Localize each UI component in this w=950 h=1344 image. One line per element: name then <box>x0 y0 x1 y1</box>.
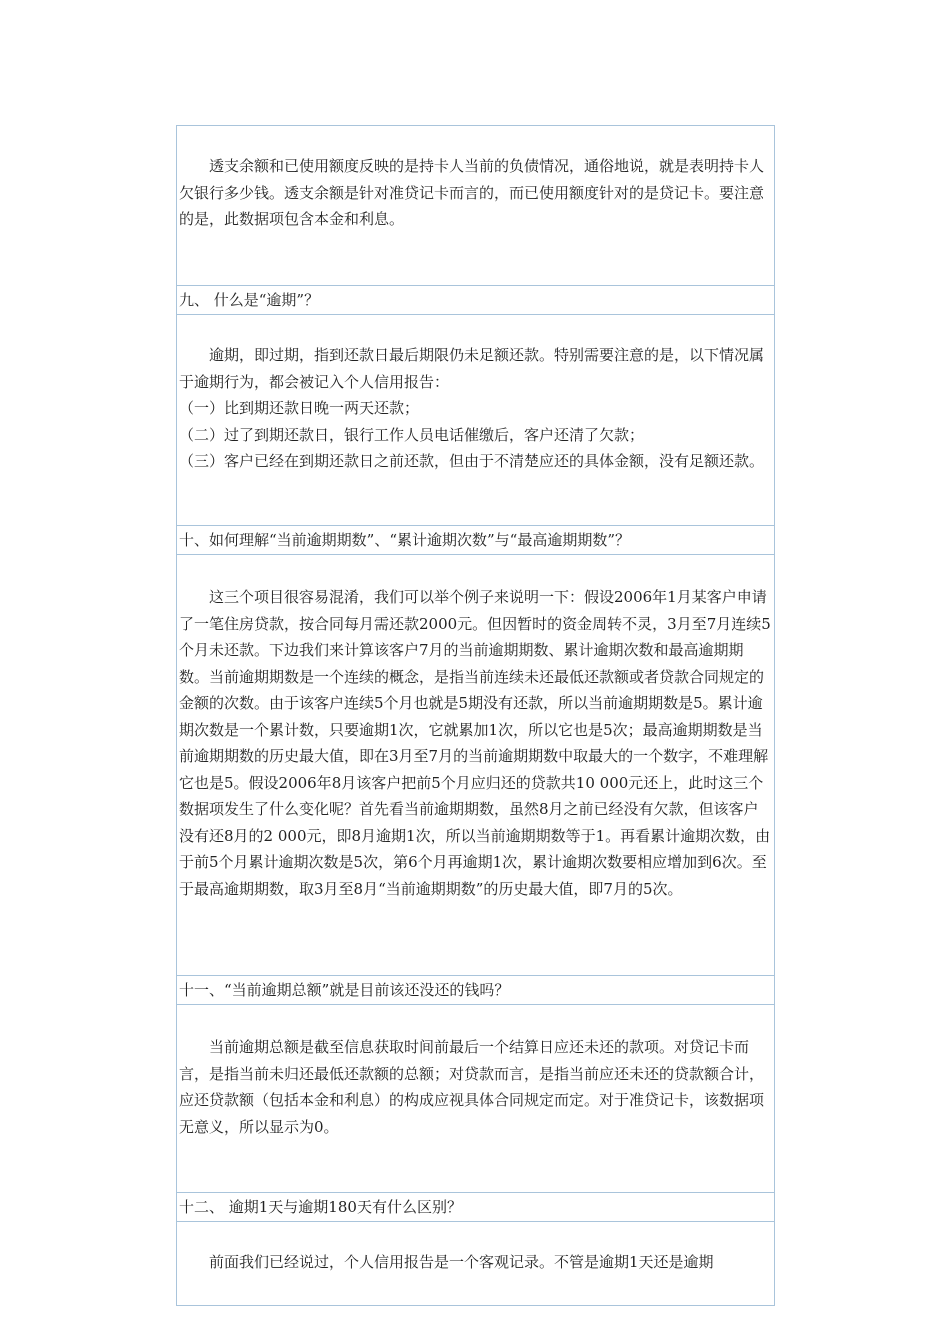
section-heading-10 <box>177 526 775 555</box>
section-body-overdue-difference <box>177 1222 775 1306</box>
section-heading-11 <box>177 976 775 1005</box>
list-item: （二）过了到期还款日，银行工作人员电话催缴后，客户还清了欠款； <box>179 425 645 444</box>
heading-cell: 九、 什么是“逾期”？ <box>177 286 775 315</box>
body-cell <box>177 1005 775 1193</box>
heading-cell: 十一、“当前逾期总额”就是目前该还没还的钱吗？ <box>177 976 775 1005</box>
body-cell <box>177 126 775 286</box>
heading-cell: 十二、 逾期1天与逾期180天有什么区别？ <box>177 1193 775 1222</box>
section-body-overdue-definition <box>177 315 775 526</box>
body-cell <box>177 1222 775 1306</box>
body-cell <box>177 555 775 976</box>
paragraph: 这三个项目很容易混淆，我们可以举个例子来说明一下：假设2006年1月某客户申请了一笔住房贷款，按合同每月需还款2000元。但因暂时的资金周转不灵，3月至7月连续5个月未还款。下边我们来计算该客户7月的当前逾期期数、累计逾期次数和最高逾期期数。当前逾期期数是一个连续的概念，是指当前连续未还最低还款额或者贷款合同规定的金额的次数。由于该客户连续5个月也就是5期没有还款，所以当前逾期期数是5。累计逾期次数是一个累计数，只要逾期1次，它就累加1次，所以它也是5次；最高逾期期数是当前逾期期数的历史最大值，即在3月至7月的当前逾期期数中取最大的一个数字，不难理解它也是5。假设2006年8月该客户把前5个月应归还的贷款共10 000元还上，此时这三个数据项发生了什么变化呢？首先看当前逾期期数，虽然8月之前已经没有欠款，但该客户没有还8月的2 000元，即8月逾期1次，所以当前逾期期数等于1。再看累计逾期次数，由于前5个月累计逾期次数是5次，第6个月再逾期1次，累计逾期次数要相应增加到6次。至于最高逾期期数，取3月至8月“当前逾期期数”的历史最大值，即7月的5次。 <box>179 588 771 898</box>
section-body-overdue-counts <box>177 555 775 976</box>
paragraph: 逾期，即过期，指到还款日最后期限仍未足额还款。特别需要注意的是，以下情况属于逾期行为，都会被记入个人信用报告： <box>179 346 765 391</box>
paragraph: 透支余额和已使用额度反映的是持卡人当前的负债情况，通俗地说，就是表明持卡人欠银行多少钱。透支余额是针对准贷记卡而言的，而已使用额度针对的是贷记卡。要注意的是，此数据项包含本金和利息。 <box>179 157 765 228</box>
section-heading-12 <box>177 1193 775 1222</box>
paragraph: 当前逾期总额是截至信息获取时间前最后一个结算日应还未还的款项。对贷记卡而言，是指当前未归还最低还款额的总额；对贷款而言，是指当前应还未还的贷款额合计，应还贷款额（包括本金和利息）的构成应视具体合同规定而定。对于准贷记卡，该数据项无意义，所以显示为0。 <box>179 1038 765 1136</box>
list-item: （三）客户已经在到期还款日之前还款，但由于不清楚应还的具体金额，没有足额还款。 <box>179 452 765 470</box>
section-body-overdue-total <box>177 1005 775 1193</box>
list-item: （一）比到期还款日晚一两天还款； <box>179 399 420 417</box>
content-table <box>176 125 775 1306</box>
paragraph: 前面我们已经说过，个人信用报告是一个客观记录。不管是逾期1天还是逾期 <box>209 1253 714 1271</box>
body-cell <box>177 315 775 526</box>
section-heading-9 <box>177 286 775 315</box>
heading-cell: 十、如何理解“当前逾期期数”、“累计逾期次数”与“最高逾期期数”？ <box>177 526 775 555</box>
section-body-balance <box>177 126 775 286</box>
